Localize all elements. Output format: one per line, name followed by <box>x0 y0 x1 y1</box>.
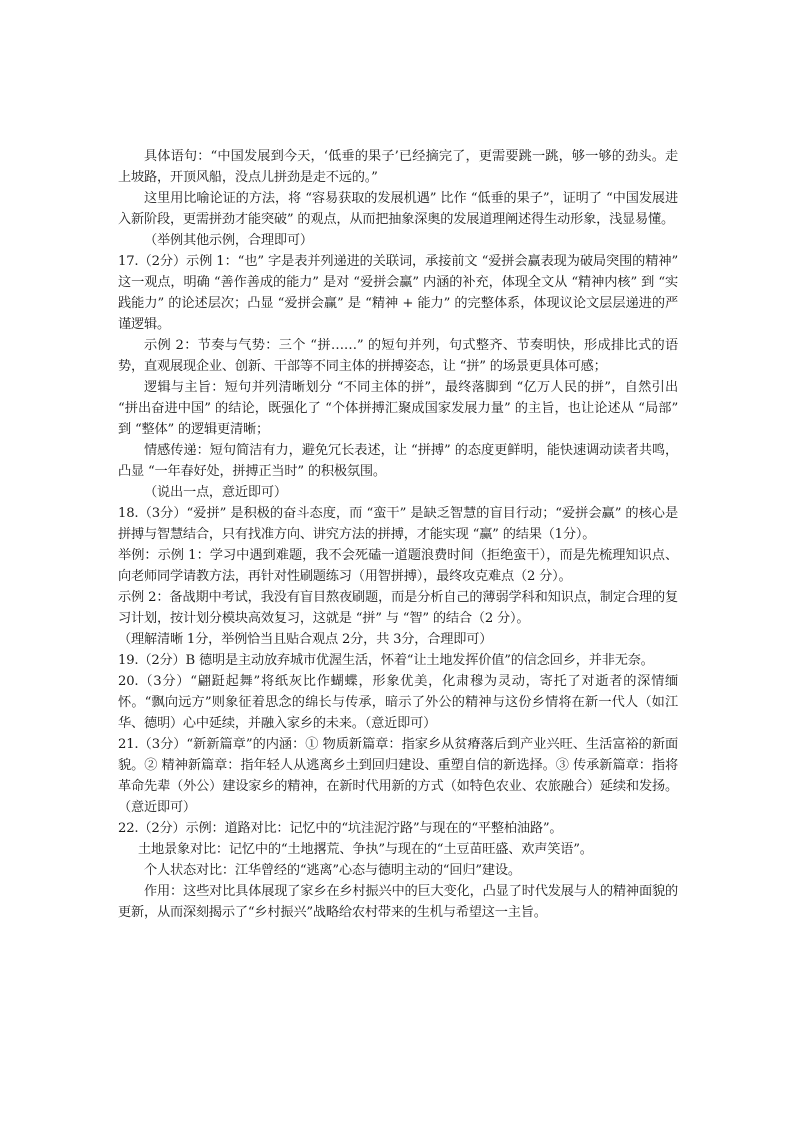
answer-document <box>118 146 678 923</box>
q18-example-2: 示例 2：备战期中考试，我没有盲目熬夜刷题，而是分析自己的薄弱学科和知识点，制定合理的复习计划，按计划分模块高效复习，这就是 “拼” 与 “智” 的结合（2 分）。 <box>118 590 678 626</box>
quote-paragraph: 具体语句：“中国发展到今天，‘低垂的果子’已经摘完了，更需要跳一跳，够一够的劲头。走上坡路，开顶风船，没点儿拼劲是走不远的。” <box>118 149 678 185</box>
q17-note: （说出一点，意近即可） <box>144 485 287 500</box>
q21-answer: 21.（3分）“新新篇章”的内涵：① 物质新篇章：指家乡从贫瘠落后到产业兴旺、生活富裕的新面貌。② 精神新篇章：指年轻人从逃离乡土到回归建设、重塑自信的新选择。③ 传承新篇章：指将革命先辈（外公）建设家乡的精神，在新时代用新的方式（如特色农业、农旅融合）延续和发扬。 （意近即可） <box>118 737 678 815</box>
q22-land: 土地景象对比：记忆中的“土地撂荒、争执”与现在的“土豆苗旺盛、欢声笑语”。 <box>138 842 593 857</box>
q18-answer: 18.（3分）“爱拼” 是积极的奋斗态度，而 “蛮干” 是缺乏智慧的盲目行动；“爱拼会赢” 的核心是拼搏与智慧结合，只有找准方向、讲究方法的拼搏，才能实现 “赢” 的结果（1分）。 <box>118 506 678 542</box>
q22-personal: 个人状态对比：江华曾经的“逃离”心态与德明主动的“回归”建设。 <box>144 863 521 878</box>
q22-answer: 22.（2分）示例：道路对比：记忆中的“坑洼泥泞路”与现在的“平整柏油路”。 <box>118 821 563 836</box>
q17-emotion: 情感传递：短句简洁有力，避免冗长表述，让 “拼搏” 的态度更鲜明，能快速调动读者共鸣，凸显 “一年春好处，拼搏正当时” 的积极氛围。 <box>118 443 678 479</box>
q20-answer: 20.（3分）“翩跹起舞”将纸灰比作蝴蝶，形象优美，化肃穆为灵动，寄托了对逝者的深情缅怀。“飘向远方”则象征着思念的绵长与传承，暗示了外公的精神与这份乡情将在新一代人（如江华、德明）心中延续，并融入家乡的未来。（意近即可） <box>118 674 678 731</box>
q22-effect: 作用：这些对比具体展现了家乡在乡村振兴中的巨大变化，凸显了时代发展与人的精神面貌的更新，从而深刻揭示了“乡村振兴”战略给农村带来的生机与希望这一主旨。 <box>118 884 678 920</box>
q18-note: （理解清晰 1分，举例恰当且贴合观点 2分，共 3分，合理即可） <box>118 632 493 647</box>
q17-example-1: 17.（2分）示例 1：“也” 字是表并列递进的关联词，承接前文 “爱拼会赢表现为破局突围的精神” 这一观点，明确 “善作善成的能力” 是对 “爱拼会赢” 内涵的补充，体现全文从 “精神内核” 到 “实践能力” 的论述层次；凸显 “爱拼会赢” 是 “精神 + 能力” 的完整体系，体现议论文层层递进的严谨逻辑。 <box>118 254 678 332</box>
note-paragraph: （举例其他示例，合理即可） <box>144 233 313 248</box>
metaphor-analysis-paragraph: 这里用比喻论证的方法，将 “容易获取的发展机遇” 比作 “低垂的果子”，证明了 “中国发展进入新阶段，更需拼劲才能突破” 的观点，从而把抽象深奥的发展道理阐述得生动形象，浅显易懂。 <box>118 191 678 227</box>
q17-example-2: 示例 2：节奏与气势：三个 “拼……” 的短句并列，句式整齐、节奏明快，形成排比式的语势，直观展现企业、创新、干部等不同主体的拼搏姿态，让 “拼” 的场景更具体可感； <box>118 338 678 374</box>
q17-logic: 逻辑与主旨：短句并列清晰划分 “不同主体的拼”，最终落脚到 “亿万人民的拼”，自然引出 “拼出奋进中国” 的结论，既强化了 “个体拼搏汇聚成国家发展力量” 的主旨，也让论述从 “局部” 到 “整体” 的逻辑更清晰； <box>118 380 678 437</box>
q18-example-1: 举例：示例 1：学习中遇到难题，我不会死磕一道题浪费时间（拒绝蛮干），而是先梳理知识点、向老师同学请教方法，再针对性刷题练习（用智拼搏），最终攻克难点（2 分）。 <box>118 548 678 584</box>
q19-answer: 19.（2分）B 德明是主动放弃城市优渥生活，怀着“让土地发挥价值”的信念回乡，并非无奈。 <box>118 653 654 668</box>
